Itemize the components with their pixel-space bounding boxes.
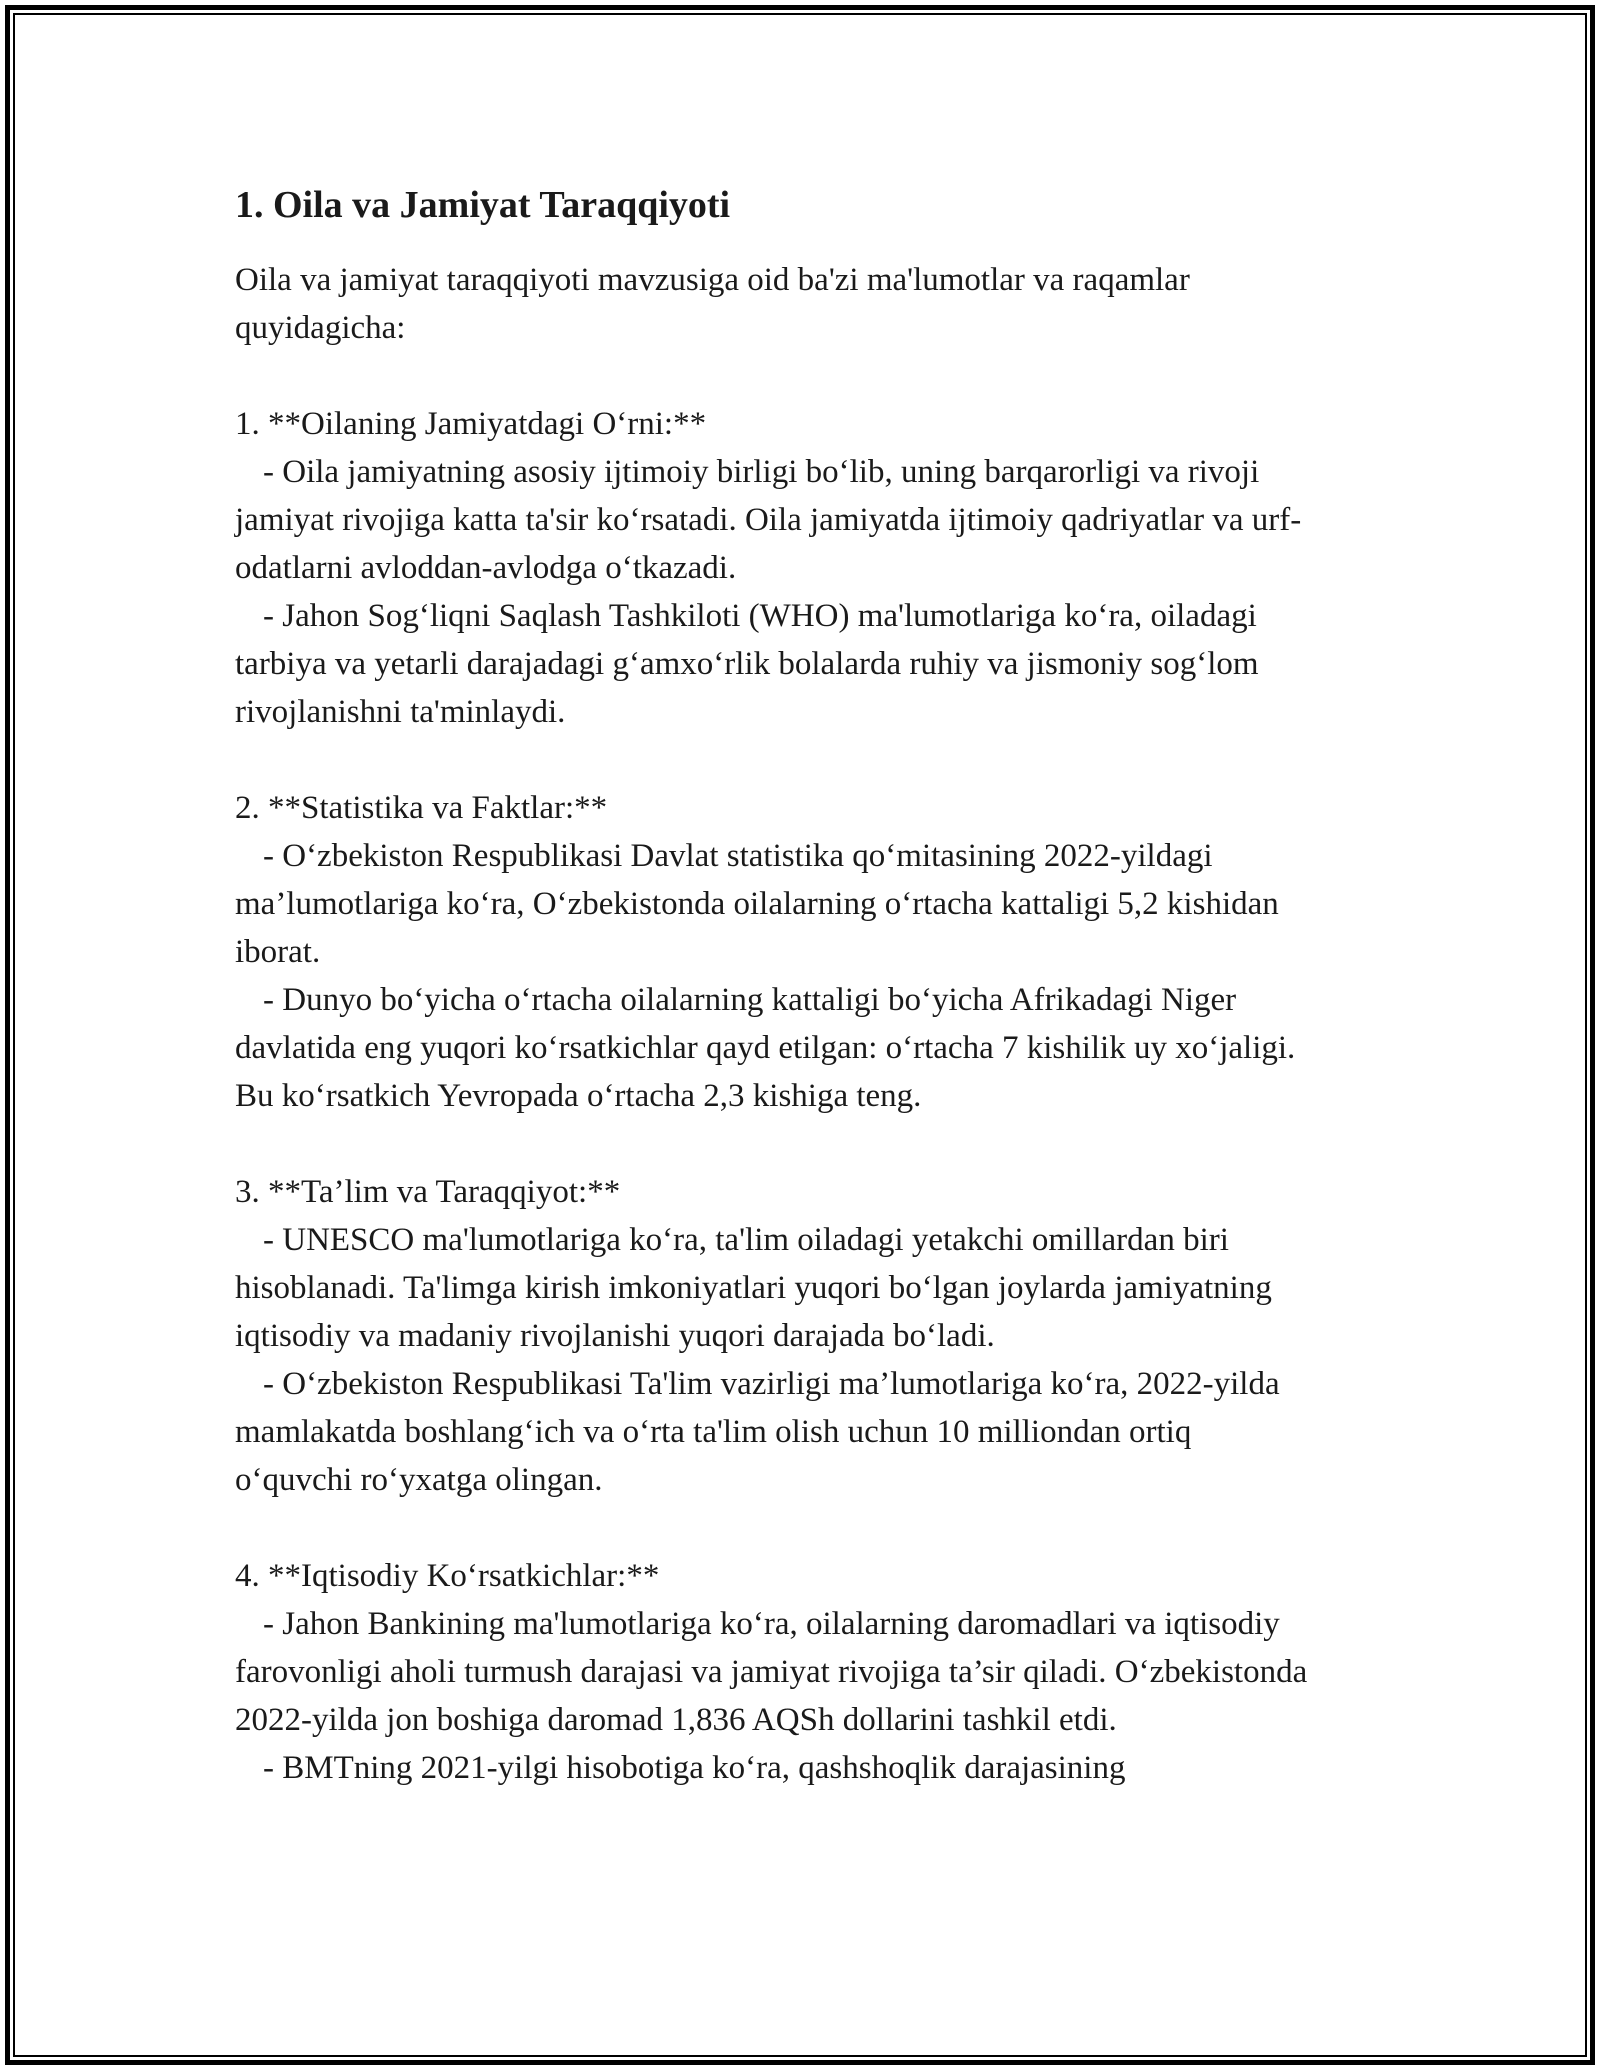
section-2 xyxy=(235,784,1375,1120)
section-heading: 4. **Iqtisodiy Ko‘rsatkichlar:** xyxy=(235,1558,660,1594)
section-3 xyxy=(235,1168,1375,1504)
bullet-item: - O‘zbekiston Respublikasi Ta'lim vazirligi ma’lumotlariga ko‘ra, 2022-yilda mamlakatda boshlang‘ich va o‘rta ta'lim olish uchun 10 milliondan ortiq o‘quvchi ro‘yxatga olingan. xyxy=(235,1366,1280,1498)
document-body xyxy=(235,180,1375,1792)
spacer xyxy=(235,736,1375,784)
document-title: 1. Oila va Jamiyat Taraqqiyoti xyxy=(235,184,731,226)
bullet-item: - O‘zbekiston Respublikasi Davlat statistika qo‘mitasining 2022-yildagi ma’lumotlariga ko‘ra, O‘zbekistonda oilalarning o‘rtacha kattaligi 5,2 kishidan iborat. xyxy=(235,838,1279,970)
section-1 xyxy=(235,400,1375,736)
spacer xyxy=(235,352,1375,400)
bullet-item: - Dunyo bo‘yicha o‘rtacha oilalarning kattaligi bo‘yicha Afrikadagi Niger davlatida eng yuqori ko‘rsatkichlar qayd etilgan: o‘rtacha 7 kishilik uy xo‘jaligi. Bu ko‘rsatkich Yevropada o‘rtacha 2,3 kishiga teng. xyxy=(235,982,1296,1114)
section-heading: 2. **Statistika va Faktlar:** xyxy=(235,790,608,826)
spacer xyxy=(235,1504,1375,1552)
section-4 xyxy=(235,1552,1375,1792)
spacer xyxy=(235,1120,1375,1168)
intro-paragraph: Oila va jamiyat taraqqiyoti mavzusiga oid ba'zi ma'lumotlar va raqamlar quyidagicha: xyxy=(235,262,1190,346)
section-heading: 3. **Ta’lim va Taraqqiyot:** xyxy=(235,1174,621,1210)
section-heading: 1. **Oilaning Jamiyatdagi O‘rni:** xyxy=(235,406,707,442)
bullet-item: - BMTning 2021-yilgi hisobotiga ko‘ra, qashshoqlik darajasining xyxy=(263,1750,1126,1786)
bullet-item: - Jahon Bankining ma'lumotlariga ko‘ra, oilalarning daromadlari va iqtisodiy farovonligi aholi turmush darajasi va jamiyat rivojiga ta’sir qiladi. O‘zbekistonda 2022-yilda jon boshiga daromad 1,836 AQSh dollarini tashkil etdi. xyxy=(235,1606,1308,1738)
bullet-item: - Oila jamiyatning asosiy ijtimoiy birligi bo‘lib, uning barqarorligi va rivoji jamiyat rivojiga katta ta'sir ko‘rsatadi. Oila jamiyatda ijtimoiy qadriyatlar va urf-odatlarni avloddan-avlodga o‘tkazadi. xyxy=(235,454,1302,586)
bullet-item: - UNESCO ma'lumotlariga ko‘ra, ta'lim oiladagi yetakchi omillardan biri hisoblanadi. Ta'limga kirish imkoniyatlari yuqori bo‘lgan joylarda jamiyatning iqtisodiy va madaniy rivojlanishi yuqori darajada bo‘ladi. xyxy=(235,1222,1272,1354)
bullet-item: - Jahon Sog‘liqni Saqlash Tashkiloti (WHO) ma'lumotlariga ko‘ra, oiladagi tarbiya va yetarli darajadagi g‘amxo‘rlik bolalarda ruhiy va jismoniy sog‘lom rivojlanishni ta'minlaydi. xyxy=(235,598,1259,730)
